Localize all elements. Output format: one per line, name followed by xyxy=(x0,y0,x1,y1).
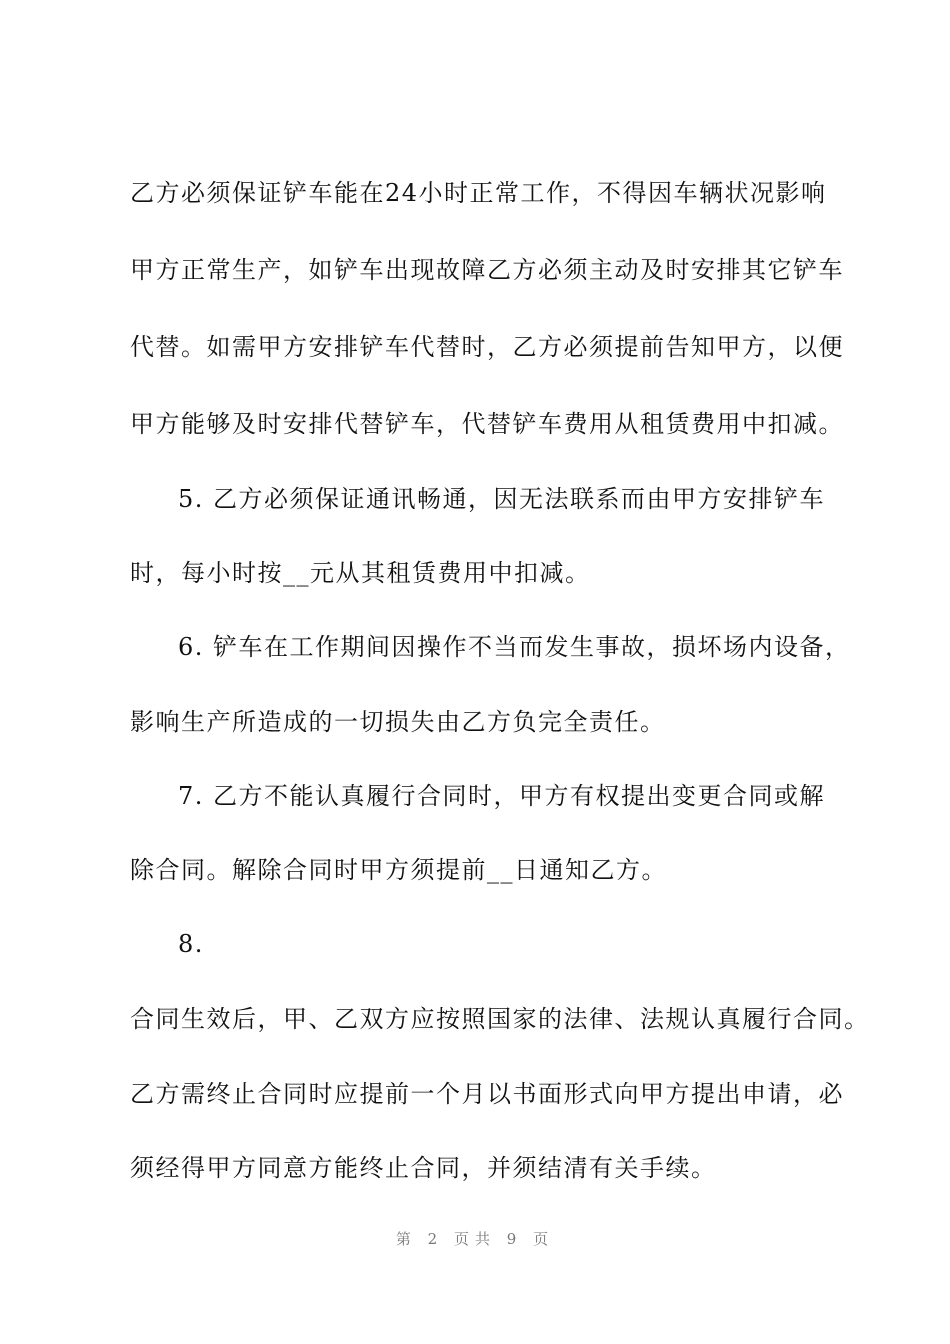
clause-7-line-1: 7. 乙方不能认真履行合同时，甲方有权提出变更合同或解 xyxy=(178,782,826,810)
clause-8-line-1: 合同生效后，甲、乙双方应按照国家的法律、法规认真履行合同。 xyxy=(130,1005,870,1033)
page-number-footer: 第 2 页共 9 页 xyxy=(395,1230,555,1248)
clause-5-line-1: 5. 乙方必须保证通讯畅通，因无法联系而由甲方安排铲车 xyxy=(178,485,826,513)
clause-8-line-2: 乙方需终止合同时应提前一个月以书面形式向甲方提出申请，必 xyxy=(130,1080,844,1108)
paragraph-line-3: 代替。如需甲方安排铲车代替时，乙方必须提前告知甲方，以便 xyxy=(130,333,844,361)
clause-5-line-2: 时，每小时按__元从其租赁费用中扣减。 xyxy=(130,559,591,587)
paragraph-line-2: 甲方正常生产，如铲车出现故障乙方必须主动及时安排其它铲车 xyxy=(130,256,844,284)
clause-6-line-2: 影响生产所造成的一切损失由乙方负完全责任。 xyxy=(130,708,666,736)
paragraph-line-4: 甲方能够及时安排代替铲车，代替铲车费用从租赁费用中扣减。 xyxy=(130,410,844,438)
clause-6-line-1: 6. 铲车在工作期间因操作不当而发生事故，损坏场内设备， xyxy=(178,633,851,661)
clause-8-line-3: 须经得甲方同意方能终止合同，并须结清有关手续。 xyxy=(130,1154,717,1182)
paragraph-line-1: 乙方必须保证铲车能在24小时正常工作，不得因车辆状况影响 xyxy=(130,179,827,207)
clause-8-number: 8. xyxy=(178,930,204,958)
clause-7-line-2: 除合同。解除合同时甲方须提前__日通知乙方。 xyxy=(130,856,667,884)
